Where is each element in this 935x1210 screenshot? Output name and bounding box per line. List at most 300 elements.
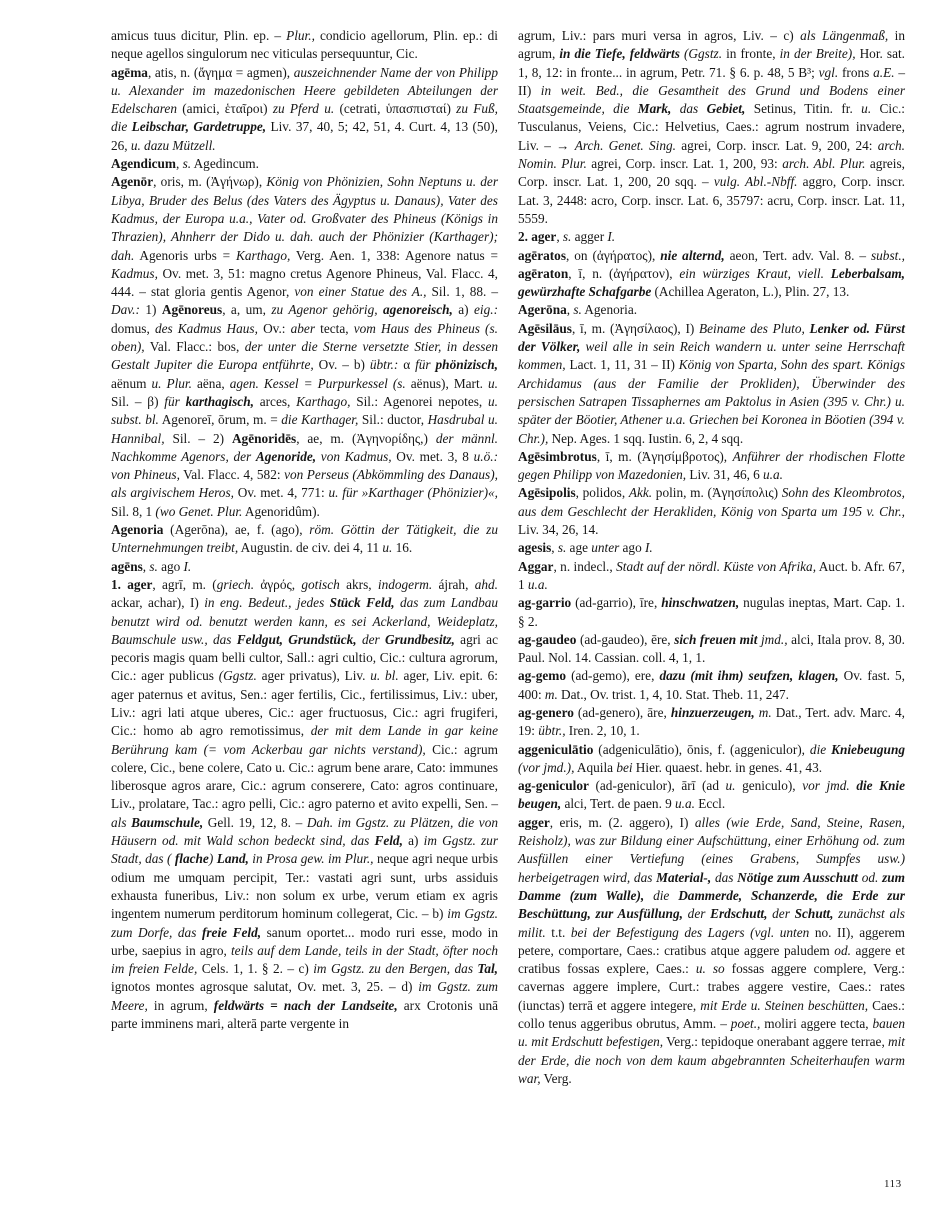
citation-text: Liv. 37, 40, 5; 42, 51, 4. Curt. 4, 13 (50), 26,	[111, 119, 498, 153]
citation-text: Verg. Aen. 1, 338: Agenore natus =	[290, 247, 498, 263]
gloss-text: jmd.,	[757, 631, 788, 647]
citation-text: agrei, Corp. inscr. Lat. 9, 200, 24:	[676, 137, 878, 153]
gloss-text: als	[111, 814, 132, 830]
citation-text: Cic.: Tusculanus, Veiens, Cic.: Helvetius, Caes.: agrum nostrum invadere, Liv. – →	[518, 101, 905, 153]
citation-text: amicus tuus dicitur, Plin. ep. –	[111, 28, 287, 43]
citation-text: aggere et cratibus fossas explere, Caes.:	[518, 942, 905, 977]
gloss-text: der	[682, 906, 711, 922]
gloss-text: u.	[488, 375, 499, 391]
lemma: Agēsimbrotus	[518, 448, 597, 464]
citation-text: , agrī, m. (	[152, 576, 217, 592]
gloss-emphasis: hinzuerzeugen,	[670, 704, 755, 720]
gloss-text: u.a.	[763, 467, 783, 483]
citation-text: α	[398, 357, 416, 373]
gloss-emphasis: sich freuen mit	[674, 631, 758, 647]
citation-text: age	[566, 540, 592, 556]
citation-text: Hier. quaest. hebr. in genes. 41, 43.	[632, 759, 823, 775]
citation-text: neque agri neque urbis odium me umquam percipit, Ter.: vastati agri sunt, urbs assiduis exhausta funeribus, Liv.: non solum ex urbe, verum etiam ex agris ingentem numerum perditorum hominum collegerat, Cic. – b)	[111, 851, 499, 922]
gloss-text: u.	[725, 778, 736, 794]
citation-text: moliri aggere tecta,	[760, 1016, 873, 1032]
citation-text: aggro, Corp. inscr. Lat. 3, 2448: acro, Corp. inscr. Lat. 6, 35797: acru, Corp. inscr. Lat. 11, 5559.	[518, 174, 905, 226]
dictionary-entry	[111, 173, 498, 521]
gloss-text: für	[415, 357, 436, 373]
gloss-emphasis: nie alternd,	[660, 247, 725, 263]
citation-text: no. II), aggerem petere, comportare, Caes.: cratibus atque aggere paludem	[518, 924, 905, 958]
citation-text: agri ac pecoris magis quam belli cultor, Sall.: agri cultio, Cic.: cultura agrorum, Cic.: ager publicus	[111, 631, 498, 684]
citation-text: Ov. – b)	[313, 357, 370, 373]
lemma: 2. ager	[518, 229, 557, 245]
citation-text: tecta,	[315, 320, 354, 336]
dictionary-entry	[518, 484, 905, 539]
gloss-text: Dah. im Ggstz. zu Plätzen, die von Häusern od. mit Wald schon bedeckt sind, das	[111, 814, 498, 849]
gloss-emphasis: zum Damme (zum Walle),	[518, 869, 905, 903]
gloss-emphasis: Schutt,	[794, 906, 834, 922]
gloss-emphasis: Land,	[216, 851, 249, 867]
citation-text: akrs,	[339, 576, 378, 592]
dictionary-entry	[518, 631, 905, 668]
citation-text: (ad-garrio), īre,	[571, 595, 662, 611]
gloss-text: vom Haus des Phineus (s. oben),	[111, 320, 498, 355]
citation-text: sanum oportet... modo ruri esse, modo in urbe, saepius in agro,	[111, 924, 498, 958]
citation-text: Sil. – β)	[111, 393, 165, 409]
dictionary-entry	[518, 814, 905, 1088]
dictionary-entry	[518, 594, 905, 631]
gloss-text: od.	[834, 942, 851, 958]
dictionary-entry	[111, 558, 498, 576]
citation-text: alci, Tert. de paen. 9	[561, 796, 676, 812]
gloss-text: indogerm.	[377, 576, 433, 592]
gloss-emphasis: Leibschar, Gardetruppe,	[131, 119, 267, 135]
gloss-text: u. dazu Mützell.	[130, 137, 216, 153]
dictionary-entry	[111, 576, 498, 1033]
gloss-text: weil alle in sein Reich wandern u. unter seine Herrschaft kommen,	[518, 339, 905, 373]
dictionary-entry	[111, 155, 498, 173]
gloss-text: griech.	[216, 576, 255, 592]
gloss-text: agen. Kessel = Purpurkessel (s.	[229, 375, 406, 391]
gloss-text: Sohn des Kleombrotos, aus dem Geschlecht der Herakliden, König von Sparta um 195 v. Chr.,	[518, 485, 905, 519]
citation-text: Sil.: ductor,	[358, 412, 428, 428]
citation-text: ignotos montes agrosque salutat, Ov. met. 3, 25. – d)	[111, 979, 419, 995]
gloss-emphasis: Kniebeugung	[831, 741, 905, 757]
citation-text: in agrum,	[147, 997, 214, 1013]
lemma: Agenōr	[111, 174, 154, 190]
gloss-text: od.	[857, 869, 883, 885]
citation-text: Dat., Tert. adv. Marc. 4, 19:	[518, 704, 905, 739]
citation-text: geniculo),	[735, 778, 803, 794]
gloss-text: gotisch	[301, 576, 340, 592]
citation-text: a)	[402, 833, 424, 849]
citation-text: aëna,	[191, 375, 230, 391]
citation-text: Ov. fast. 5, 400:	[518, 668, 905, 702]
gloss-text: s.	[573, 302, 582, 318]
gloss-emphasis: dazu (mit ihm) seufzen, klagen,	[659, 668, 839, 684]
gloss-emphasis: Material-,	[656, 869, 712, 885]
gloss-text: das	[671, 101, 707, 117]
gloss-text: (wo Genet. Plur.	[155, 503, 243, 519]
gloss-text: die Karthager,	[281, 412, 359, 428]
gloss-text: die	[644, 887, 679, 903]
gloss-emphasis: flache	[174, 851, 209, 867]
gloss-text: ahd.	[474, 576, 498, 592]
gloss-text: röm. Göttin der Tätigkeit, die zu Unternehmungen treibt,	[111, 522, 499, 556]
dictionary-entry	[518, 704, 905, 741]
lemma: Agenoria	[111, 522, 164, 538]
gloss-emphasis: Agenoride,	[255, 448, 317, 464]
citation-text: , a, um,	[222, 302, 272, 318]
citation-text: Cels. 1, 1. § 2. – c)	[197, 961, 314, 977]
citation-text: (ad-genero), āre,	[573, 704, 671, 720]
gloss-text: Beiname des Pluto,	[699, 320, 810, 336]
gloss-text: teils auf dem Lande, teils in der Stadt, öfter noch im freien Felde,	[111, 942, 498, 977]
citation-text: Aquila	[574, 759, 617, 775]
lemma: Agēnoridēs	[231, 430, 297, 446]
gloss-text: vor jmd.	[802, 778, 857, 794]
citation-text: nugulas ineptas, Mart. Cap. 1. § 2.	[518, 595, 905, 629]
gloss-text: vulg. Abl.-Nbff.	[713, 174, 798, 190]
citation-text: ager, Liv. epit. 6: ager paternus et avitus, Sen.: ager fertilis, Cic., fertilissimus, Liv.: uber, Liv.: agri lati atque uberes, Cic.: ager fructuosus, Cic.: agri frugiferi, Cic.: homo ab agro remotissimus,	[111, 668, 498, 739]
citation-text: (amici, ἑταῖροι)	[176, 101, 273, 117]
gloss-text: s.	[149, 558, 158, 574]
gloss-emphasis: freie Feld,	[201, 924, 262, 940]
dictionary-entry	[111, 64, 498, 155]
gloss-text: I.	[183, 558, 192, 574]
citation-text: Liv. 31, 46, 6	[686, 467, 764, 483]
gloss-text: übtr.,	[538, 723, 566, 739]
gloss-emphasis: agenoreisch,	[383, 302, 453, 318]
citation-text: , ae, m. (Ἀγηνορίδης,)	[296, 430, 436, 446]
citation-text: Sil. – 2)	[164, 430, 232, 446]
gloss-text: arch. Abl. Plur.	[782, 156, 866, 172]
citation-text: Lact. 1, 11, 31 – II)	[565, 357, 679, 373]
gloss-text: u.a.	[527, 576, 548, 592]
gloss-text: bei der Befestigung des Lagers (vgl. unten	[570, 924, 810, 940]
citation-text: (Achillea Ageraton, L.), Plin. 27, 13.	[651, 284, 850, 300]
citation-text: polin, m. (Ἀγησίπολις)	[652, 485, 782, 501]
gloss-text: u. subst. bl.	[111, 393, 498, 428]
gloss-text: (Ggstz.	[679, 46, 723, 62]
gloss-text: von einer Statue des A.,	[294, 284, 427, 300]
gloss-text: vgl.	[818, 64, 839, 80]
gloss-text: u.ö.: von Phineus,	[111, 448, 498, 483]
gloss-text: subst.,	[870, 247, 905, 263]
lemma: agēma	[111, 64, 148, 80]
citation-text: agger	[571, 229, 608, 245]
gloss-text: von Perseus (Abkömmling des Danaus), als argivischem Heros,	[111, 467, 498, 501]
citation-text: alci, Itala prov. 8, 30. Paul. Nol. 14. Cassian. coll. 4, 1, 1.	[518, 631, 905, 666]
citation-text: Verg.: tepidoque onerabant aggere terrae,	[663, 1034, 888, 1050]
gloss-text: I.	[644, 540, 653, 556]
lemma: ag-gaudeo	[518, 631, 577, 647]
citation-text: ,	[556, 229, 563, 245]
gloss-text: der mit dem Lande in gar keine Berührung kam (= vom Ackerbau gar nichts verstand),	[111, 723, 498, 757]
gloss-text: zu Fuß, die	[111, 101, 498, 135]
gloss-text: in der Breite),	[779, 46, 856, 62]
gloss-text: des Kadmus Haus,	[154, 320, 258, 336]
gloss-text: der	[356, 631, 386, 647]
lemma: Agēsipolis	[518, 485, 576, 501]
gloss-emphasis: Dammerde, Schanzerde, die Erde zur Beschüttung, zur Ausfüllung,	[518, 887, 905, 922]
gloss-text: Arch. Genet. Sing.	[574, 137, 676, 153]
lemma: 1. ager	[111, 576, 153, 592]
lemma: agesis	[518, 540, 552, 556]
citation-text: in fronte,	[722, 46, 780, 62]
citation-text: Ov. met. 3, 51: magno cretus Agenore Phineus, Val. Flacc. 4, 444. – stat gloria gentis Agenor,	[111, 265, 498, 300]
citation-text: (Agerōna), ae, f. (ago),	[163, 522, 310, 538]
dictionary-entry	[518, 228, 905, 246]
gloss-text: mit der Erde, die noch von dem kaum abgebrannten Scheiterhaufen warm war,	[518, 1034, 905, 1086]
citation-text: Eccl.	[694, 796, 726, 812]
gloss-text: Stadt auf der nördl. Küste von Afrika,	[616, 558, 817, 574]
citation-text: arces,	[253, 393, 297, 409]
citation-text: , eris, m. (2. aggero), I)	[549, 814, 695, 830]
citation-text: t.t.	[545, 924, 571, 940]
citation-text: Caes.: collo tenus aggeribus obrutus, Amm. –	[518, 997, 906, 1032]
dictionary-entry	[518, 247, 905, 302]
citation-text: ájrah,	[432, 576, 475, 592]
gloss-emphasis: Mark,	[637, 101, 672, 117]
gloss-text: arch. Nomin. Plur.	[518, 137, 905, 172]
gloss-text: der	[767, 906, 795, 922]
citation-text: Cic.: agrum colere, Cic., bene colere, Cato u. Cic.: agrum bene arare, Cato: immunes liberosque agros arare, Cic.: agrum conserere, Cato: agros continuare, Liv., prolatare, Tac.: agro pelli, Cic.: agro paterno et avito expelli, Sen. –	[111, 741, 498, 812]
gloss-emphasis: Lenker od. Fürst der Völker,	[518, 320, 905, 355]
citation-text: , ī, m. (Ἀγησίμβροτος),	[596, 448, 733, 464]
citation-text: Liv. 34, 26, 14.	[518, 522, 599, 538]
gloss-text: u.a.	[675, 796, 695, 812]
lemma: Agerōna	[518, 302, 567, 318]
citation-text: fossas aggere complere, Verg.: cavernas aggere implere, Curt.: trabes aggere vestire, Caes.: rates (iunctas) terrā et aggere integere,	[518, 961, 905, 1013]
citation-text: in agrum,	[518, 28, 905, 62]
gloss-emphasis: Grundbesitz,	[385, 631, 455, 647]
citation-text: ,	[142, 558, 150, 574]
citation-text: arx Crotonis unā parte imminens mari, alterā parte vergente in	[111, 997, 498, 1032]
gloss-text: unter	[591, 540, 620, 556]
lemma: agēratos	[518, 247, 566, 263]
gloss-emphasis: feldwärts = nach der Landseite,	[213, 997, 398, 1013]
citation-text: ,	[551, 540, 558, 556]
citation-text: frons	[838, 64, 874, 80]
gloss-text: (vor jmd.),	[518, 759, 575, 775]
gloss-emphasis: hinschwatzen,	[661, 595, 740, 611]
citation-text: ackar, achar), I)	[111, 595, 205, 611]
gloss-text: übtr.:	[369, 357, 399, 373]
citation-text: Agenoreī, ōrum, m. =	[158, 412, 282, 428]
gloss-text: der unter die Sterne versetzte Stier, in dessen Gestalt Jupiter die Europa entführte,	[111, 339, 498, 373]
gloss-text: König von Phönizien, Sohn Neptuns u. der Libya, Bruder des Belus (des Vaters des Ägyptus u. Danaus), Vater des Kadmus, der Europa u.a., Vater od. Großvater des Phineus (Königs in Thrazien), Ahnherr der Dido u. dah. auch der Phönizier (Karthager); dah.	[111, 174, 499, 263]
gloss-text: Karthago,	[236, 247, 291, 263]
lemma: Agendicum	[111, 156, 177, 172]
gloss-text: Karthago,	[296, 393, 351, 409]
citation-text: a)	[452, 302, 475, 318]
dictionary-entry	[518, 320, 905, 448]
gloss-text: in eng. Bedeut., jedes	[204, 595, 330, 611]
citation-text: , ī, n. (ἀγήρατον),	[568, 265, 680, 281]
lemma: Agēnoreus	[161, 302, 223, 318]
citation-text: Agenoris urbs =	[134, 247, 236, 263]
citation-text: (ad-gemo), ere,	[566, 668, 660, 684]
gloss-text: bauen u. mit Erdschutt befestigen,	[518, 1016, 905, 1050]
gloss-text: zu Agenor gehörig,	[271, 302, 384, 318]
lemma: ag-gemo	[518, 668, 566, 684]
lemma: ag-genero	[518, 704, 574, 720]
citation-text: Setinus, Titin. fr.	[745, 101, 862, 117]
citation-text: 1)	[139, 302, 162, 318]
citation-text: , ī, m. (Ἀγησίλαος), I)	[571, 320, 700, 336]
gloss-text: bei	[616, 759, 633, 775]
gloss-text: zu Pferd u.	[272, 101, 335, 117]
citation-text: ago	[157, 558, 184, 574]
citation-text: (cetrati, ὑπασπισταί)	[334, 101, 457, 117]
citation-text: , on (ἀγήρατος),	[566, 247, 661, 263]
gloss-text: poet.,	[730, 1016, 761, 1032]
citation-text: (ad-gaudeo), ēre,	[576, 631, 675, 647]
dictionary-entry	[518, 558, 905, 595]
gloss-text: I.	[607, 229, 616, 245]
lemma: ag-geniculor	[518, 778, 589, 794]
citation-text: Agedincum.	[191, 156, 259, 172]
gloss-text: im Ggstz. zum Dorfe, das	[111, 906, 499, 940]
citation-text: Hor. sat. 1, 8, 12: in fronte... in agrum, Petr. 71. § 6. p. 48, 5 B³;	[518, 46, 905, 80]
gloss-text: u.	[861, 101, 872, 117]
gloss-text: auszeichnender Name der von Philipp u. Alexander im mazedonischen Heere gebildeten Abteilungen der Edelscharen	[111, 64, 498, 117]
gloss-text: der männl. Nachkomme Agenors, der	[111, 430, 499, 464]
gloss-text: s.	[182, 156, 192, 172]
gloss-text: Plur.,	[286, 28, 315, 43]
citation-text: ἀγρός,	[254, 576, 302, 592]
citation-text: Val. Flacc.: bos,	[144, 339, 245, 355]
gloss-text: m.	[754, 704, 772, 720]
citation-text: Auct. b. Afr. 67, 1	[518, 558, 905, 592]
citation-text: Val. Flacc. 4, 582:	[179, 467, 285, 483]
citation-text: Ov. met. 3, 8	[391, 448, 474, 464]
gloss-text: in weit. Bed., die Gesamtheit des Grund und Bodens einer Staatsgemeinde, die	[518, 82, 905, 117]
dictionary-entry	[518, 539, 905, 557]
citation-text: Ov. met. 4, 771:	[233, 485, 329, 501]
citation-text: Verg.	[540, 1070, 572, 1086]
gloss-text: u. bl.	[370, 668, 399, 684]
citation-text: aënum	[111, 375, 152, 391]
gloss-text: eig.:	[474, 302, 499, 318]
gloss-text: u.	[382, 540, 393, 556]
dictionary-entry	[518, 777, 905, 814]
citation-text: (adgeniculātio), ōnis, f. (aggeniculor),	[593, 741, 810, 757]
citation-text: domus,	[111, 320, 155, 336]
gloss-text: (Ggstz.	[218, 668, 257, 684]
gloss-text: die	[809, 741, 832, 757]
gloss-emphasis: Feldgut, Grundstück,	[236, 631, 357, 647]
citation-text: ,	[176, 156, 183, 172]
gloss-emphasis: phönizisch,	[435, 357, 498, 373]
citation-text: ager privatus), Liv.	[256, 668, 371, 684]
gloss-text: m.	[544, 686, 558, 702]
lemma: aggeniculātio	[518, 741, 594, 757]
gloss-emphasis: Tal,	[477, 961, 498, 977]
citation-text: Sil. 8, 1	[111, 503, 156, 519]
citation-text: condicio agellorum, Plin. ep.: di neque agellos singulorum nec viticulas persequuntur, Cic.	[111, 28, 498, 62]
gloss-emphasis: Nötige zum Ausschutt	[737, 869, 858, 885]
citation-text: ,	[566, 302, 574, 318]
page-number: 113	[884, 1178, 902, 1190]
gloss-emphasis: Gebiet,	[706, 101, 746, 117]
citation-text: 16.	[392, 540, 413, 556]
gloss-text: das zum Landbau benutzt wird od. benutzt werden kann, es sei Ackerland, Weideplatz, Baumschule usw., das	[111, 595, 499, 647]
lemma: ag-garrio	[518, 595, 572, 611]
citation-text: aënus), Mart.	[405, 375, 489, 391]
gloss-emphasis: Feld,	[374, 833, 403, 849]
gloss-text: Kadmus,	[111, 265, 158, 281]
citation-text: Ov.:	[257, 320, 291, 336]
citation-text: Agenoridûm).	[242, 503, 320, 519]
dictionary-entry	[518, 667, 905, 704]
gloss-emphasis: Stück Feld,	[329, 595, 395, 611]
gloss-text: im Ggstz. zum Meere,	[111, 979, 499, 1013]
lemma: Aggar	[518, 558, 554, 574]
gloss-text: König von Sparta, Sohn des spart. Königs Archidamus (aus der Familie der Prokliden), Überwinder des persischen Satrapen Tissaphernes am Paktolus in Asien (395 v. Chr.) u. später der Böotier, Athener u.a. Griechen bei Koronea in Böotien (394 v. Chr.),	[518, 357, 905, 446]
citation-text: ago	[619, 540, 645, 556]
citation-text: , atis, n. (ἄγημα = agmen),	[147, 64, 294, 80]
gloss-emphasis: die Knie beugen,	[518, 778, 905, 812]
gloss-text: )	[208, 851, 217, 867]
gloss-emphasis: in die Tiefe, feldwärts	[559, 46, 680, 62]
gloss-text: aber	[290, 320, 315, 336]
lemma: agger	[518, 814, 550, 830]
gloss-text: a.E.	[873, 64, 895, 80]
dictionary-entry-continuation	[111, 27, 498, 64]
gloss-text: Dav.:	[111, 302, 140, 318]
citation-text: – II)	[518, 64, 905, 98]
dictionary-entry	[111, 521, 498, 558]
right-column	[518, 27, 905, 1088]
dictionary-entry	[518, 741, 905, 778]
gloss-text: mit Erde u. Steinen beschütten,	[700, 997, 869, 1013]
gloss-text: s.	[557, 540, 567, 556]
gloss-text: Akk.	[628, 485, 653, 501]
gloss-text: in Prosa gew. im Plur.,	[248, 851, 374, 867]
gloss-text: u. Plur.	[151, 375, 192, 391]
dictionary-entry-continuation	[518, 27, 905, 228]
citation-text: (ad-geniculor), ārī (ad	[588, 778, 726, 794]
citation-text: agrei, Corp. inscr. Lat. 1, 200, 93:	[586, 156, 783, 172]
gloss-text: ein würziges Kraut, viell.	[679, 265, 831, 281]
citation-text: agreis, Corp. inscr. Lat. 1, 200, 20 sqq. –	[518, 156, 905, 190]
gloss-text: alles (wie Erde, Sand, Steine, Rasen, Reisholz), was zur Bildung einer Aufschüttung, einer Erhöhung od. zum Ausfüllen einer Vertiefung (eines Grabens, Sumpfes usw.) herbeigetragen wird, das	[518, 814, 906, 885]
lemma: agēraton	[518, 265, 569, 281]
citation-text: , n. indecl.,	[553, 558, 617, 574]
citation-text: agrum, Liv.: pars muri versa in agros, Liv. – c)	[518, 28, 801, 43]
lemma: Agēsilāus	[518, 320, 572, 336]
gloss-text: von Kadmus,	[316, 448, 392, 464]
gloss-text: Hasdrubal u. Hannibal,	[111, 412, 498, 446]
citation-text: Sil.: Agenorei nepotes,	[350, 393, 489, 409]
dictionary-entry	[518, 301, 905, 319]
citation-text: Iren. 2, 10, 1.	[565, 723, 640, 739]
gloss-text: im Ggstz. zu den Bergen, das	[313, 961, 478, 977]
citation-text: Nep. Ages. 1 sqq. Iustin. 6, 2, 4 sqq.	[548, 430, 744, 446]
gloss-text: u. für »Karthager (Phönizier)«,	[328, 485, 499, 501]
citation-text: Dat., Ov. trist. 1, 4, 10. Stat. Theb. 11, 247.	[557, 686, 790, 702]
gloss-text: im Ggstz. zur Stadt, das (	[111, 833, 498, 867]
lemma: agēns	[111, 558, 143, 574]
gloss-text: für	[164, 393, 186, 409]
gloss-text: Anführer der rhodischen Flotte gegen Philipp von Mazedonien,	[518, 448, 905, 483]
gloss-emphasis: Baumschule,	[131, 814, 204, 830]
gloss-text: das	[711, 869, 738, 885]
gloss-emphasis: karthagisch,	[185, 393, 254, 409]
dictionary-entry	[518, 448, 905, 485]
gloss-emphasis: Erdschutt,	[710, 906, 768, 922]
citation-text: aeon, Tert. adv. Val. 8. –	[724, 247, 871, 263]
citation-text: Augustin. de civ. dei 4, 11	[238, 540, 383, 556]
citation-text: , oris, m. (Ἀγήνωρ),	[153, 174, 267, 190]
